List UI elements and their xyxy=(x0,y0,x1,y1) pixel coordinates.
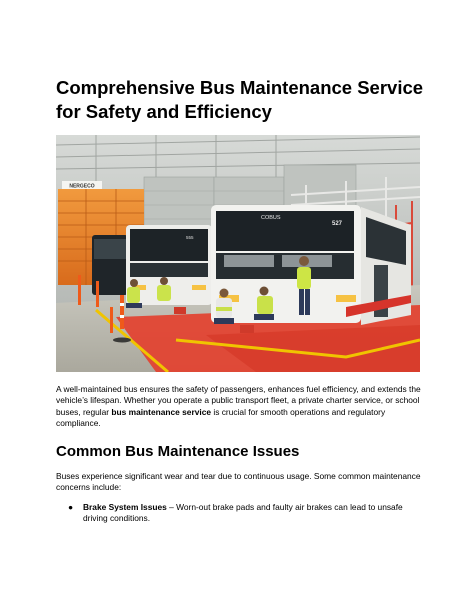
bus-brand: COBUS xyxy=(261,215,281,221)
bus-workshop-photo xyxy=(56,135,420,372)
list-item xyxy=(56,502,426,525)
bus-number-527: 527 xyxy=(332,221,343,227)
maintenance-issues-list xyxy=(56,502,426,525)
section-intro-paragraph: Buses experience significant wear and tear due to continuous usage. Some common maintenance concerns include: xyxy=(56,471,421,493)
section-heading: Common Bus Maintenance Issues xyxy=(56,443,300,460)
intro-paragraph xyxy=(56,384,426,430)
document-title: Comprehensive Bus Maintenance Service for Safety and Efficiency xyxy=(56,77,424,122)
bullet-icon: ● xyxy=(68,502,74,512)
intro-text-before: A well-maintained bus ensures the safety of passengers, enhances fuel efficiency, and extends the vehicle’s lifespan. Whether you operate a public transport fleet, a private charter service, or school buses, regular xyxy=(56,384,421,417)
bus-number-555: 555 xyxy=(186,235,194,240)
door-sign: NERGECO xyxy=(69,183,95,190)
list-item-term: Brake System Issues xyxy=(83,502,167,512)
intro-text-after: is crucial for smooth operations and regulatory compliance. xyxy=(56,406,386,429)
list-item-text: – Worn-out brake pads and faulty air brakes can lead to unsafe driving conditions. xyxy=(83,502,403,524)
intro-bold-keyword: bus maintenance service xyxy=(111,406,212,417)
